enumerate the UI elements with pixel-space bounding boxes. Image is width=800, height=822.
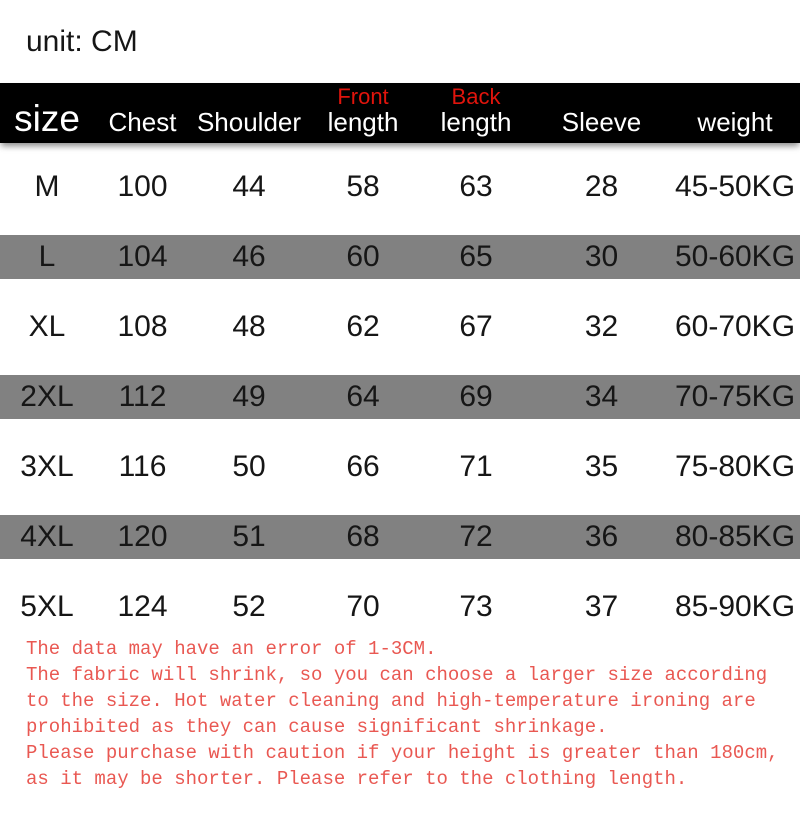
cell-sleeve: 37	[584, 590, 619, 623]
header-label-chest: Chest	[108, 107, 177, 137]
cell-chest: 112	[118, 380, 167, 413]
unit-label: unit: CM	[26, 25, 138, 58]
cell-back_length: 63	[459, 170, 493, 203]
table-row-XL	[0, 292, 800, 362]
cell-size: 2XL	[20, 380, 74, 413]
cell-chest: 124	[117, 590, 168, 623]
footnote-3	[26, 740, 779, 792]
footnote-line: The data may have an error of 1-3CM.	[26, 638, 437, 660]
cell-shoulder: 49	[232, 380, 266, 413]
cell-weight: 85-90KG	[674, 590, 796, 623]
header-cell-sleeve	[533, 83, 670, 143]
cell-front_length: 70	[346, 590, 380, 623]
header-cell-weight	[670, 83, 800, 143]
cell-front_length: 64	[346, 380, 380, 413]
footnote-line: Please purchase with caution if your height is greater than 180cm,	[26, 742, 779, 764]
footnote-2	[26, 662, 779, 740]
cell-shoulder: 48	[232, 310, 266, 343]
cell-chest: 100	[117, 170, 168, 203]
cell-shoulder: 50	[232, 450, 266, 483]
header-cell-front_length	[307, 83, 419, 143]
cell-chest: 116	[118, 450, 167, 483]
header-label-sleeve: Sleeve	[561, 107, 642, 137]
cell-size: 4XL	[20, 520, 74, 553]
cell-shoulder: 51	[232, 520, 266, 553]
cell-size: 3XL	[20, 450, 74, 483]
cell-shoulder: 52	[232, 590, 266, 623]
cell-weight: 75-80KG	[674, 450, 796, 483]
header-cell-shoulder	[191, 83, 307, 143]
table-row-2XL	[0, 362, 800, 432]
cell-sleeve: 35	[584, 450, 619, 483]
table-row-4XL	[0, 502, 800, 572]
cell-back_length: 72	[459, 520, 493, 553]
footnotes	[26, 636, 779, 792]
cell-front_length: 60	[346, 240, 380, 273]
cell-weight: 45-50KG	[674, 170, 796, 203]
header-label-weight: weight	[697, 107, 773, 137]
header-label-size: size	[14, 98, 80, 139]
cell-back_length: 71	[459, 450, 493, 483]
cell-size: M	[34, 170, 60, 203]
header-cell-back_length	[419, 83, 533, 143]
footnote-line: as it may be shorter. Please refer to the clothing length.	[26, 768, 688, 790]
footnote-line: prohibited as they can cause significant shrinkage.	[26, 716, 608, 738]
table-body	[0, 143, 800, 642]
cell-front_length: 58	[346, 170, 380, 203]
cell-shoulder: 46	[232, 240, 266, 273]
cell-back_length: 73	[459, 590, 493, 623]
table-row-3XL	[0, 432, 800, 502]
footnote-line: The fabric will shrink, so you can choose a larger size according	[26, 664, 768, 686]
cell-size: L	[38, 240, 56, 273]
header-label-front_length: length	[327, 107, 399, 137]
cell-chest: 120	[117, 520, 168, 553]
cell-weight: 70-75KG	[674, 380, 796, 413]
cell-front_length: 62	[346, 310, 380, 343]
cell-weight: 80-85KG	[674, 520, 796, 553]
cell-weight: 50-60KG	[674, 240, 796, 273]
cell-shoulder: 44	[232, 170, 266, 203]
header-cell-chest	[94, 83, 191, 143]
table-row-M	[0, 152, 800, 222]
cell-sleeve: 32	[584, 310, 619, 343]
cell-chest: 108	[117, 310, 168, 343]
table-header	[0, 83, 800, 143]
cell-back_length: 69	[459, 380, 493, 413]
header-top-label-front_length: Front	[337, 84, 389, 109]
cell-front_length: 68	[346, 520, 380, 553]
cell-sleeve: 36	[584, 520, 619, 553]
cell-sleeve: 34	[584, 380, 619, 413]
cell-front_length: 66	[346, 450, 380, 483]
cell-sleeve: 28	[584, 170, 619, 203]
table-row-5XL	[0, 572, 800, 642]
cell-chest: 104	[117, 240, 168, 273]
header-label-back_length: length	[440, 107, 512, 137]
table-row-L	[0, 222, 800, 292]
cell-back_length: 67	[459, 310, 493, 343]
cell-sleeve: 30	[584, 240, 619, 273]
cell-size: 5XL	[20, 590, 74, 623]
cell-weight: 60-70KG	[674, 310, 796, 343]
footnote-1	[26, 636, 779, 662]
header-cell-size	[0, 83, 94, 143]
footnote-line: to the size. Hot water cleaning and high-temperature ironing are	[26, 690, 756, 712]
cell-size: XL	[28, 310, 66, 343]
header-top-label-back_length: Back	[451, 84, 501, 109]
cell-back_length: 65	[459, 240, 493, 273]
header-label-shoulder: Shoulder	[196, 107, 302, 137]
